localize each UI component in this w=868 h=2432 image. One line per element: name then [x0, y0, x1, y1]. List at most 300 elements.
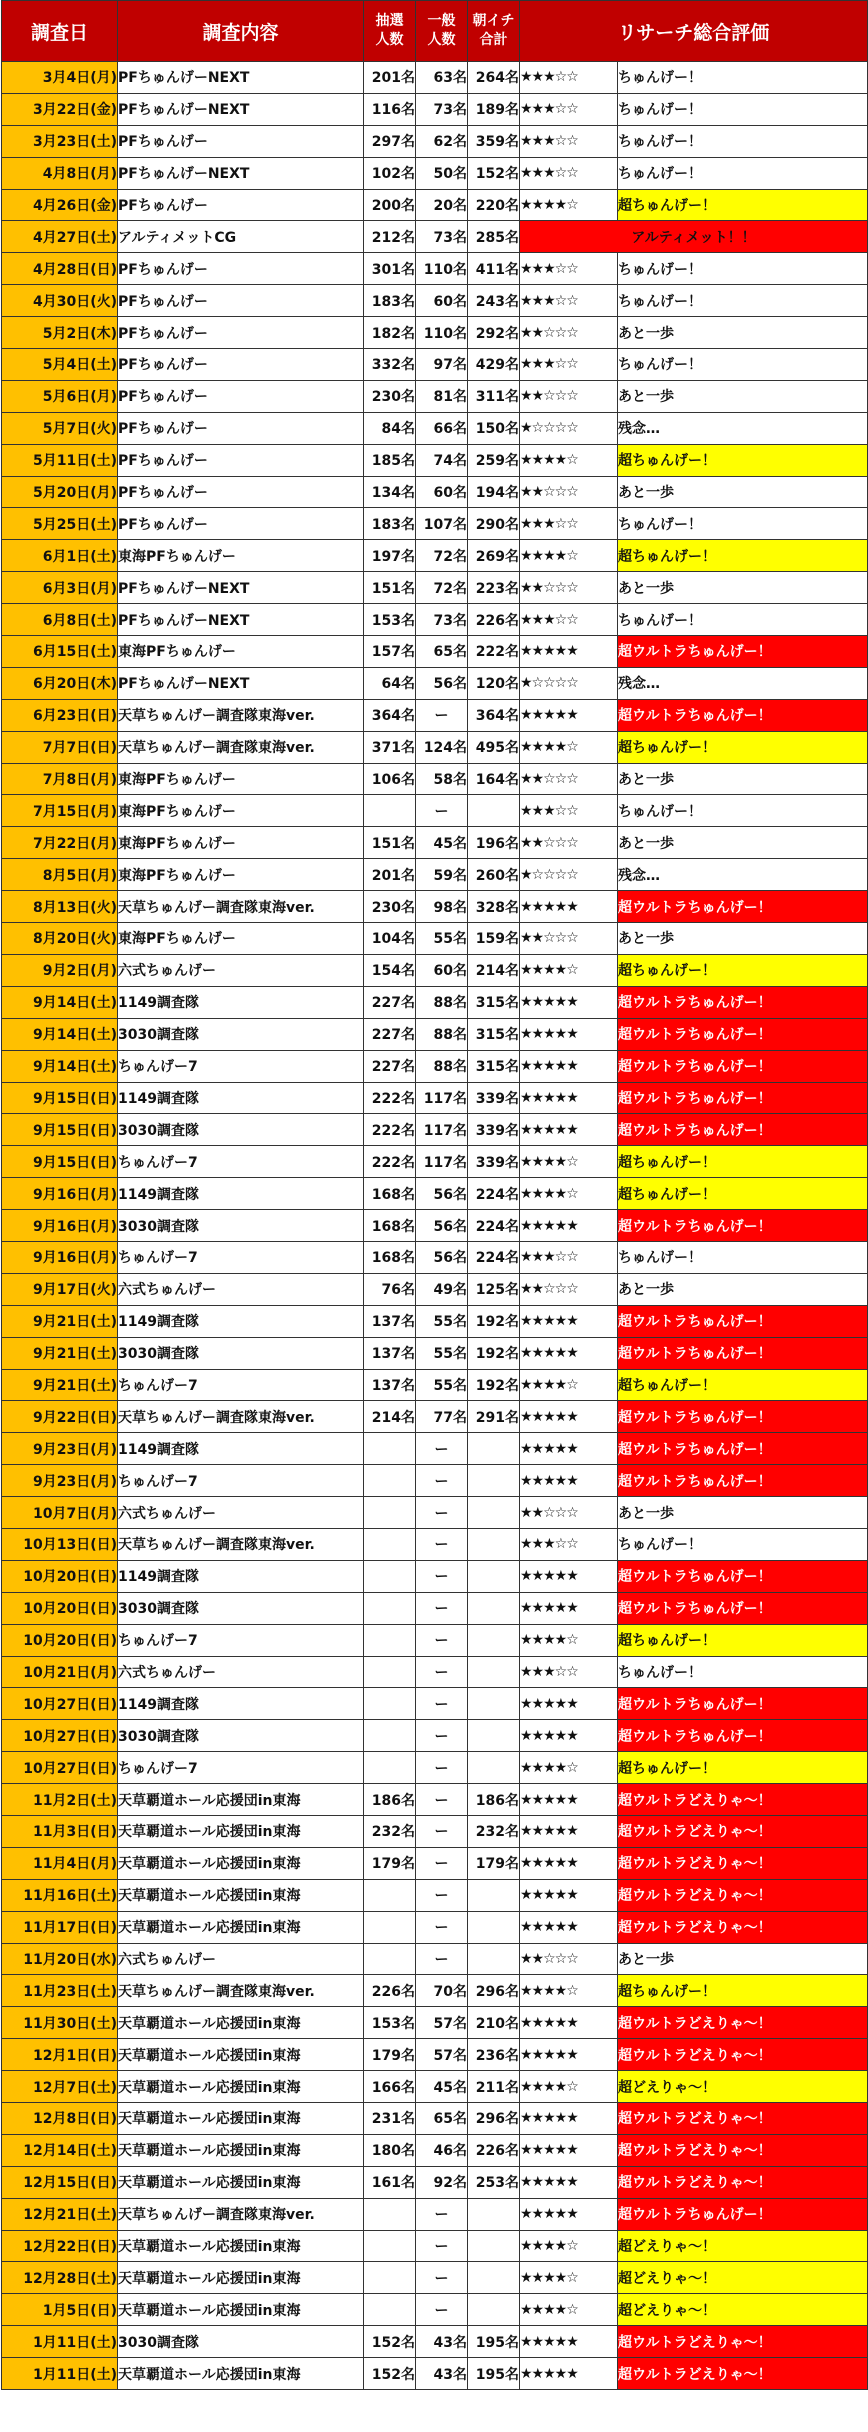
row-general-count: 72名 — [416, 572, 468, 604]
header-general-count — [416, 1, 468, 62]
row-evaluation: あと一歩 — [618, 1273, 868, 1305]
table-row — [2, 1433, 868, 1465]
row-evaluation: 超ちゅんげー！ — [618, 1178, 868, 1210]
row-star-rating: ★★★★☆ — [520, 1369, 618, 1401]
row-star-rating: ★★★★★ — [520, 986, 618, 1018]
row-morning-total — [468, 1624, 520, 1656]
row-date: 6月8日(土) — [2, 604, 118, 636]
row-evaluation: 超ウルトラちゅんげー！ — [618, 1050, 868, 1082]
table-row — [2, 189, 868, 221]
row-date: 12月14日(土) — [2, 2134, 118, 2166]
row-lottery-count: 332名 — [364, 349, 416, 381]
row-evaluation: ちゅんげー！ — [618, 93, 868, 125]
row-morning-total: 195名 — [468, 2358, 520, 2390]
row-general-count: ー — [416, 2262, 468, 2294]
header-row — [2, 1, 868, 62]
row-general-count: ー — [416, 1943, 468, 1975]
row-lottery-count: 226名 — [364, 1975, 416, 2007]
row-date: 6月15日(土) — [2, 636, 118, 668]
row-content: 3030調査隊 — [118, 1592, 364, 1624]
row-date: 9月16日(月) — [2, 1178, 118, 1210]
row-content: 天草覇道ホール応援団in東海 — [118, 2071, 364, 2103]
row-morning-total: 222名 — [468, 636, 520, 668]
row-star-rating: ★★★☆☆ — [520, 604, 618, 636]
table-row — [2, 540, 868, 572]
header-date: 調査日 — [2, 1, 118, 62]
row-lottery-count: 137名 — [364, 1305, 416, 1337]
row-general-count: 81名 — [416, 380, 468, 412]
row-date: 4月28日(日) — [2, 253, 118, 285]
row-morning-total: 253名 — [468, 2166, 520, 2198]
row-general-count: ー — [416, 1752, 468, 1784]
row-content: 3030調査隊 — [118, 1018, 364, 1050]
header-content: 調査内容 — [118, 1, 364, 62]
table-row — [2, 62, 868, 94]
table-row — [2, 1146, 868, 1178]
row-lottery-count: 151名 — [364, 572, 416, 604]
table-row — [2, 508, 868, 540]
row-general-count: ー — [416, 1528, 468, 1560]
row-star-rating: ★★☆☆☆ — [520, 1273, 618, 1305]
row-lottery-count: 102名 — [364, 157, 416, 189]
row-date: 9月14日(土) — [2, 1018, 118, 1050]
row-content: 天草ちゅんげー調査隊東海ver. — [118, 2198, 364, 2230]
row-morning-total: 328名 — [468, 891, 520, 923]
row-star-rating: ★★★★★ — [520, 2134, 618, 2166]
row-content: 1149調査隊 — [118, 1305, 364, 1337]
row-general-count: ー — [416, 1784, 468, 1816]
row-evaluation: あと一歩 — [618, 763, 868, 795]
row-general-count: 107名 — [416, 508, 468, 540]
row-general-count: ー — [416, 1433, 468, 1465]
row-evaluation: 残念… — [618, 412, 868, 444]
row-content: 1149調査隊 — [118, 1082, 364, 1114]
row-evaluation: 超ウルトラどえりゃ～！ — [618, 2166, 868, 2198]
row-morning-total — [468, 1465, 520, 1497]
row-general-count: ー — [416, 2294, 468, 2326]
row-date: 10月13日(日) — [2, 1528, 118, 1560]
table-row — [2, 1528, 868, 1560]
row-lottery-count: 137名 — [364, 1337, 416, 1369]
row-date: 11月4日(月) — [2, 1847, 118, 1879]
table-row — [2, 253, 868, 285]
row-morning-total: 224名 — [468, 1210, 520, 1242]
row-content: 天草覇道ホール応援団in東海 — [118, 1847, 364, 1879]
row-morning-total: 292名 — [468, 317, 520, 349]
row-lottery-count — [364, 1592, 416, 1624]
row-date: 9月15日(日) — [2, 1114, 118, 1146]
row-date: 12月28日(土) — [2, 2262, 118, 2294]
row-star-rating: ★★★☆☆ — [520, 125, 618, 157]
row-general-count: 88名 — [416, 1050, 468, 1082]
row-star-rating: ★★★★★ — [520, 2326, 618, 2358]
row-star-rating: ★★★☆☆ — [520, 1241, 618, 1273]
row-date: 10月27日(日) — [2, 1720, 118, 1752]
row-lottery-count: 179名 — [364, 2039, 416, 2071]
row-general-count: 56名 — [416, 667, 468, 699]
row-lottery-count: 185名 — [364, 444, 416, 476]
row-content: PFちゅんげー — [118, 349, 364, 381]
row-content: 東海PFちゅんげー — [118, 763, 364, 795]
row-morning-total: 315名 — [468, 986, 520, 1018]
row-general-count: 65名 — [416, 2103, 468, 2135]
row-content: 天草覇道ホール応援団in東海 — [118, 2358, 364, 2390]
row-star-rating: ★☆☆☆☆ — [520, 412, 618, 444]
row-lottery-count — [364, 1656, 416, 1688]
row-morning-total: 152名 — [468, 157, 520, 189]
row-star-rating: ★★★★★ — [520, 1337, 618, 1369]
header-general-line1: 一般 — [427, 13, 456, 29]
row-general-count: 45名 — [416, 2071, 468, 2103]
row-general-count: 50名 — [416, 157, 468, 189]
row-morning-total: 196名 — [468, 827, 520, 859]
row-evaluation: 超ちゅんげー！ — [618, 954, 868, 986]
row-star-rating: ★★★★☆ — [520, 1752, 618, 1784]
row-star-rating: ★★★★★ — [520, 636, 618, 668]
row-lottery-count — [364, 1465, 416, 1497]
row-morning-total: 236名 — [468, 2039, 520, 2071]
row-evaluation: 超ちゅんげー！ — [618, 1624, 868, 1656]
row-morning-total: 296名 — [468, 2103, 520, 2135]
row-morning-total: 291名 — [468, 1401, 520, 1433]
row-general-count: 88名 — [416, 1018, 468, 1050]
row-evaluation: あと一歩 — [618, 923, 868, 955]
row-star-rating: ★★★★☆ — [520, 1975, 618, 2007]
table-body — [2, 62, 868, 2390]
row-evaluation: 超ちゅんげー！ — [618, 1369, 868, 1401]
table-row — [2, 349, 868, 381]
row-evaluation: あと一歩 — [618, 1497, 868, 1529]
row-general-count: 66名 — [416, 412, 468, 444]
row-morning-total: 164名 — [468, 763, 520, 795]
row-general-count: 55名 — [416, 1305, 468, 1337]
row-star-rating: ★★★★☆ — [520, 1624, 618, 1656]
table-row — [2, 1879, 868, 1911]
row-morning-total: 179名 — [468, 1847, 520, 1879]
row-general-count: 55名 — [416, 923, 468, 955]
row-morning-total: 290名 — [468, 508, 520, 540]
row-morning-total: 359名 — [468, 125, 520, 157]
table-row — [2, 1178, 868, 1210]
table-row — [2, 1497, 868, 1529]
row-date: 4月27日(土) — [2, 221, 118, 253]
row-morning-total: 159名 — [468, 923, 520, 955]
row-star-rating: ★★★★☆ — [520, 731, 618, 763]
table-row — [2, 1975, 868, 2007]
row-lottery-count: 212名 — [364, 221, 416, 253]
row-date: 5月20日(月) — [2, 476, 118, 508]
row-evaluation: ちゅんげー！ — [618, 795, 868, 827]
row-lottery-count: 152名 — [364, 2358, 416, 2390]
row-lottery-count: 222名 — [364, 1114, 416, 1146]
row-morning-total: 311名 — [468, 380, 520, 412]
row-lottery-count: 151名 — [364, 827, 416, 859]
row-general-count: 45名 — [416, 827, 468, 859]
table-row — [2, 1241, 868, 1273]
table-row — [2, 380, 868, 412]
row-evaluation: 超ちゅんげー！ — [618, 1752, 868, 1784]
table-row — [2, 1465, 868, 1497]
row-content: 天草覇道ホール応援団in東海 — [118, 1911, 364, 1943]
table-row — [2, 2039, 868, 2071]
row-evaluation: ちゅんげー！ — [618, 285, 868, 317]
row-lottery-count: 364名 — [364, 699, 416, 731]
table-row — [2, 1050, 868, 1082]
row-general-count: 73名 — [416, 604, 468, 636]
row-star-rating: ★★★★★ — [520, 2039, 618, 2071]
row-general-count: 110名 — [416, 253, 468, 285]
row-star-rating: ★★★★★ — [520, 2198, 618, 2230]
header-lottery-line1: 抽選 — [375, 13, 404, 29]
row-morning-total: 315名 — [468, 1050, 520, 1082]
row-lottery-count: 227名 — [364, 1050, 416, 1082]
row-morning-total: 192名 — [468, 1337, 520, 1369]
row-star-rating: ★★★★★ — [520, 2007, 618, 2039]
row-evaluation: 超ウルトラどえりゃ～！ — [618, 1911, 868, 1943]
row-content: PFちゅんげーNEXT — [118, 604, 364, 636]
row-lottery-count: 64名 — [364, 667, 416, 699]
row-lottery-count — [364, 1497, 416, 1529]
row-content: 天草覇道ホール応援団in東海 — [118, 2134, 364, 2166]
row-lottery-count — [364, 1560, 416, 1592]
table-row — [2, 954, 868, 986]
table-row — [2, 731, 868, 763]
row-content: PFちゅんげー — [118, 253, 364, 285]
row-evaluation: 残念… — [618, 859, 868, 891]
row-general-count: 56名 — [416, 1241, 468, 1273]
row-lottery-count: 179名 — [364, 1847, 416, 1879]
header-morning-line2: 合計 — [479, 32, 508, 48]
row-general-count: 73名 — [416, 221, 468, 253]
row-content: 六式ちゅんげー — [118, 1497, 364, 1529]
row-general-count: 88名 — [416, 986, 468, 1018]
row-content: 六式ちゅんげー — [118, 1273, 364, 1305]
row-general-count: 62名 — [416, 125, 468, 157]
row-lottery-count: 106名 — [364, 763, 416, 795]
row-evaluation: 超ウルトラどえりゃ～！ — [618, 2326, 868, 2358]
row-star-rating: ★★★☆☆ — [520, 285, 618, 317]
row-morning-total — [468, 1911, 520, 1943]
row-date: 11月23日(土) — [2, 1975, 118, 2007]
row-general-count: 98名 — [416, 891, 468, 923]
row-morning-total: 220名 — [468, 189, 520, 221]
row-general-count: 117名 — [416, 1082, 468, 1114]
row-date: 11月20日(水) — [2, 1943, 118, 1975]
row-content: 東海PFちゅんげー — [118, 923, 364, 955]
row-morning-total: 232名 — [468, 1815, 520, 1847]
table-row — [2, 1114, 868, 1146]
row-star-rating: ★★☆☆☆ — [520, 827, 618, 859]
row-star-rating: ★★★★☆ — [520, 1146, 618, 1178]
row-morning-total — [468, 1528, 520, 1560]
row-star-rating: ★★☆☆☆ — [520, 1497, 618, 1529]
row-general-count: ー — [416, 1497, 468, 1529]
row-general-count: 60名 — [416, 476, 468, 508]
row-star-rating: ★★★★★ — [520, 1465, 618, 1497]
row-morning-total: 214名 — [468, 954, 520, 986]
row-lottery-count: 76名 — [364, 1273, 416, 1305]
row-evaluation: 超ウルトラどえりゃ～！ — [618, 2039, 868, 2071]
row-lottery-count — [364, 1943, 416, 1975]
row-date: 6月23日(日) — [2, 699, 118, 731]
row-content: ちゅんげー7 — [118, 1241, 364, 1273]
row-content: 3030調査隊 — [118, 1210, 364, 1242]
row-content: 天草覇道ホール応援団in東海 — [118, 2103, 364, 2135]
row-evaluation: あと一歩 — [618, 827, 868, 859]
row-content: 天草覇道ホール応援団in東海 — [118, 1879, 364, 1911]
row-star-rating: ★★★☆☆ — [520, 795, 618, 827]
row-evaluation: 超ウルトラちゅんげー！ — [618, 1433, 868, 1465]
row-star-rating: ★★★★★ — [520, 1560, 618, 1592]
row-date: 1月11日(土) — [2, 2358, 118, 2390]
row-star-rating: ★★★★☆ — [520, 2230, 618, 2262]
row-star-rating: ★★★★★ — [520, 1114, 618, 1146]
row-lottery-count: 201名 — [364, 859, 416, 891]
row-lottery-count — [364, 1752, 416, 1784]
row-content: PFちゅんげーNEXT — [118, 667, 364, 699]
row-evaluation: あと一歩 — [618, 380, 868, 412]
table-row — [2, 1815, 868, 1847]
row-star-rating: ★★☆☆☆ — [520, 317, 618, 349]
row-evaluation: 超ウルトラちゅんげー！ — [618, 1465, 868, 1497]
row-evaluation: 超ウルトラちゅんげー！ — [618, 1401, 868, 1433]
row-general-count: 72名 — [416, 540, 468, 572]
row-date: 5月6日(月) — [2, 380, 118, 412]
row-star-rating: ★★★☆☆ — [520, 1528, 618, 1560]
row-date: 11月30日(土) — [2, 2007, 118, 2039]
row-general-count: 124名 — [416, 731, 468, 763]
row-date: 10月20日(日) — [2, 1624, 118, 1656]
row-lottery-count: 371名 — [364, 731, 416, 763]
row-star-rating: ★★★★★ — [520, 1911, 618, 1943]
row-evaluation: 超ウルトラちゅんげー！ — [618, 1114, 868, 1146]
row-content: 六式ちゅんげー — [118, 1943, 364, 1975]
row-lottery-count: 157名 — [364, 636, 416, 668]
row-general-count: ー — [416, 1815, 468, 1847]
row-morning-total: 211名 — [468, 2071, 520, 2103]
row-content: 3030調査隊 — [118, 1720, 364, 1752]
row-evaluation: ちゅんげー！ — [618, 253, 868, 285]
row-content: 東海PFちゅんげー — [118, 795, 364, 827]
row-content: 天草覇道ホール応援団in東海 — [118, 2007, 364, 2039]
row-morning-total — [468, 2262, 520, 2294]
row-date: 9月21日(土) — [2, 1337, 118, 1369]
row-content: 天草覇道ホール応援団in東海 — [118, 2230, 364, 2262]
row-morning-total: 192名 — [468, 1369, 520, 1401]
row-general-count: 117名 — [416, 1114, 468, 1146]
row-evaluation: 超ちゅんげー！ — [618, 1146, 868, 1178]
table-row — [2, 1911, 868, 1943]
row-date: 9月16日(月) — [2, 1241, 118, 1273]
row-morning-total: 339名 — [468, 1146, 520, 1178]
row-evaluation: 超ウルトラちゅんげー！ — [618, 986, 868, 1018]
row-date: 3月23日(土) — [2, 125, 118, 157]
row-content: PFちゅんげー — [118, 444, 364, 476]
row-lottery-count — [364, 795, 416, 827]
row-date: 11月16日(土) — [2, 1879, 118, 1911]
row-date: 4月26日(金) — [2, 189, 118, 221]
row-star-rating: ★★★★★ — [520, 2103, 618, 2135]
row-date: 12月15日(日) — [2, 2166, 118, 2198]
table-row — [2, 157, 868, 189]
row-evaluation: ちゅんげー！ — [618, 1528, 868, 1560]
row-general-count: ー — [416, 1560, 468, 1592]
table-row — [2, 1305, 868, 1337]
row-date: 1月11日(土) — [2, 2326, 118, 2358]
row-lottery-count — [364, 2198, 416, 2230]
table-row — [2, 2326, 868, 2358]
table-row — [2, 827, 868, 859]
table-row — [2, 1210, 868, 1242]
row-date: 10月27日(日) — [2, 1688, 118, 1720]
row-lottery-count: 231名 — [364, 2103, 416, 2135]
row-lottery-count — [364, 1879, 416, 1911]
row-lottery-count — [364, 1911, 416, 1943]
row-star-rating: ★★★★★ — [520, 1082, 618, 1114]
row-general-count: ー — [416, 1465, 468, 1497]
table-row — [2, 859, 868, 891]
row-content: 東海PFちゅんげー — [118, 636, 364, 668]
row-date: 8月20日(火) — [2, 923, 118, 955]
row-general-count: ー — [416, 1688, 468, 1720]
row-morning-total: 339名 — [468, 1082, 520, 1114]
row-lottery-count: 180名 — [364, 2134, 416, 2166]
row-content: 天草覇道ホール応援団in東海 — [118, 1784, 364, 1816]
row-content: ちゅんげー7 — [118, 1050, 364, 1082]
row-date: 6月20日(木) — [2, 667, 118, 699]
row-date: 9月15日(日) — [2, 1082, 118, 1114]
row-lottery-count: 230名 — [364, 891, 416, 923]
row-star-rating: ★☆☆☆☆ — [520, 859, 618, 891]
row-date: 5月7日(火) — [2, 412, 118, 444]
row-evaluation: 超どえりゃ～！ — [618, 2230, 868, 2262]
row-lottery-count: 222名 — [364, 1146, 416, 1178]
row-content: 1149調査隊 — [118, 986, 364, 1018]
row-general-count: 59名 — [416, 859, 468, 891]
row-date: 7月8日(月) — [2, 763, 118, 795]
table-row — [2, 1624, 868, 1656]
row-general-count: ー — [416, 699, 468, 731]
row-date: 10月21日(月) — [2, 1656, 118, 1688]
table-row — [2, 572, 868, 604]
header-morning-total — [468, 1, 520, 62]
table-row — [2, 604, 868, 636]
row-date: 10月7日(月) — [2, 1497, 118, 1529]
row-evaluation: 超ちゅんげー！ — [618, 540, 868, 572]
row-morning-total: 186名 — [468, 1784, 520, 1816]
row-lottery-count — [364, 2294, 416, 2326]
row-lottery-count: 227名 — [364, 1018, 416, 1050]
row-date: 12月1日(日) — [2, 2039, 118, 2071]
row-date: 9月23日(月) — [2, 1465, 118, 1497]
row-lottery-count: 297名 — [364, 125, 416, 157]
row-evaluation: 超ちゅんげー！ — [618, 189, 868, 221]
row-morning-total: 339名 — [468, 1114, 520, 1146]
row-content: PFちゅんげー — [118, 189, 364, 221]
row-content: 天草覇道ホール応援団in東海 — [118, 2294, 364, 2326]
row-general-count: ー — [416, 1847, 468, 1879]
row-date: 1月5日(日) — [2, 2294, 118, 2326]
row-evaluation: ちゅんげー！ — [618, 1656, 868, 1688]
row-evaluation: 超ウルトラちゅんげー！ — [618, 1688, 868, 1720]
research-results-table — [1, 0, 868, 2390]
row-evaluation: 超ウルトラちゅんげー！ — [618, 1337, 868, 1369]
table-row — [2, 1752, 868, 1784]
row-morning-total: 224名 — [468, 1241, 520, 1273]
row-general-count: 55名 — [416, 1369, 468, 1401]
row-general-count: 43名 — [416, 2358, 468, 2390]
row-morning-total: 260名 — [468, 859, 520, 891]
